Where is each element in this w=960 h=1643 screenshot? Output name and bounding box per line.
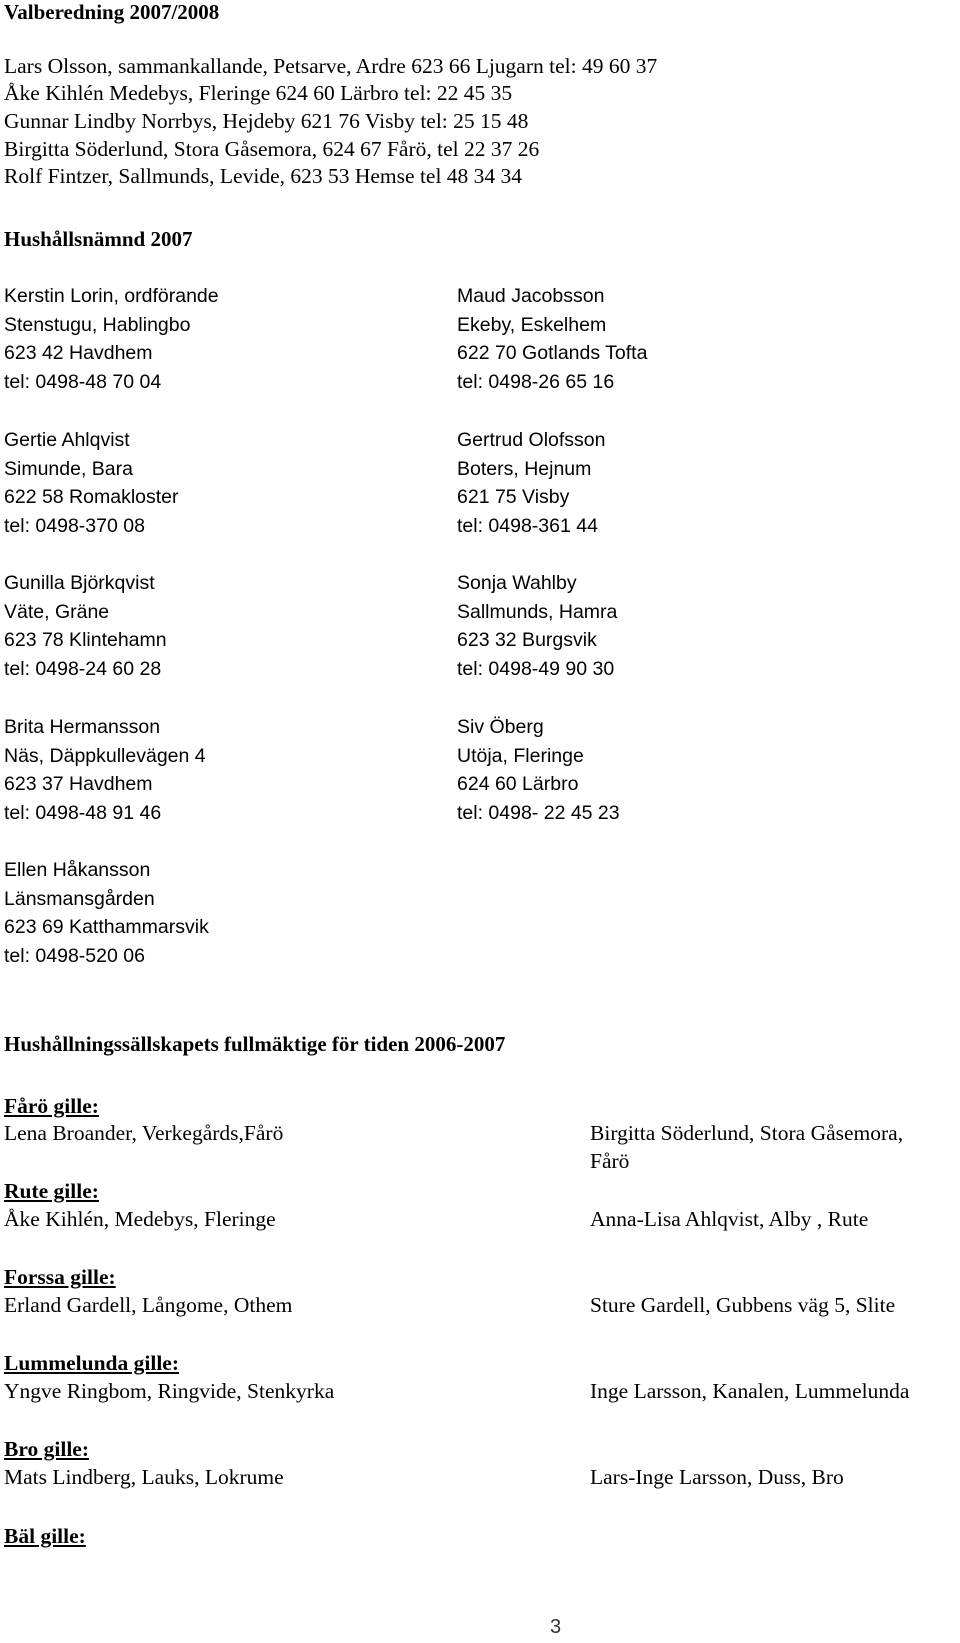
contact-block xyxy=(4,569,167,684)
valberedning-member: Lars Olsson, sammankallande, Petsarve, Ardre 623 66 Ljugarn tel: 49 60 37 xyxy=(4,54,658,78)
contact-phone: tel: 0498-520 06 xyxy=(4,945,145,968)
contact-block xyxy=(4,282,219,397)
contact-address: Simunde, Bara xyxy=(4,457,133,480)
contact-phone: tel: 0498-48 91 46 xyxy=(4,802,162,825)
contact-address: Näs, Däppkullevägen 4 xyxy=(4,744,206,767)
contact-name: Gertie Ahlqvist xyxy=(4,429,130,451)
contact-block xyxy=(457,426,605,541)
contact-block xyxy=(4,856,209,971)
contact-name: Siv Öberg xyxy=(457,716,544,738)
contact-name: Brita Hermansson xyxy=(4,716,161,738)
gille-title: Fårö gille: xyxy=(4,1094,99,1118)
contact-postal: 624 60 Lärbro xyxy=(457,773,579,796)
contact-name: Gertrud Olofsson xyxy=(457,429,606,451)
gille-member-left: Lena Broander, Verkegårds,Fårö xyxy=(4,1121,284,1145)
contact-postal: 621 75 Visby xyxy=(457,486,570,509)
contact-postal: 622 70 Gotlands Tofta xyxy=(457,342,648,365)
contact-postal: 623 42 Havdhem xyxy=(4,342,153,365)
contact-phone: tel: 0498-361 44 xyxy=(457,515,598,538)
contact-postal: 622 58 Romakloster xyxy=(4,486,179,509)
gille-member-left: Erland Gardell, Långome, Othem xyxy=(4,1293,293,1317)
fullmaktige-heading: Hushållningssällskapets fullmäktige för tiden 2006-2007 xyxy=(4,1032,506,1056)
valberedning-member: Gunnar Lindby Norrbys, Hejdeby 621 76 Visby tel: 25 15 48 xyxy=(4,109,529,133)
contact-name: Maud Jacobsson xyxy=(457,285,605,307)
hushallsnamnd-heading: Hushållsnämnd 2007 xyxy=(4,227,193,251)
contact-postal: 623 78 Klintehamn xyxy=(4,629,167,652)
contact-phone: tel: 0498-26 65 16 xyxy=(457,371,615,394)
contact-name: Sonja Wahlby xyxy=(457,572,577,594)
contact-block xyxy=(4,713,206,828)
contact-address: Länsmansgården xyxy=(4,887,155,910)
contact-postal: 623 32 Burgsvik xyxy=(457,629,597,652)
contact-block xyxy=(457,282,647,397)
contact-block xyxy=(4,426,179,541)
gille-member-left: Mats Lindberg, Lauks, Lokrume xyxy=(4,1465,284,1489)
valberedning-member: Rolf Fintzer, Sallmunds, Levide, 623 53 Hemse tel 48 34 34 xyxy=(4,164,523,188)
contact-postal: 623 37 Havdhem xyxy=(4,773,153,796)
contact-phone: tel: 0498-370 08 xyxy=(4,515,145,538)
contact-address: Väte, Gräne xyxy=(4,600,110,623)
valberedning-member: Åke Kihlén Medebys, Fleringe 624 60 Lärbro tel: 22 45 35 xyxy=(4,81,513,105)
contact-phone: tel: 0498-49 90 30 xyxy=(457,658,615,681)
gille-member-right: Sture Gardell, Gubbens väg 5, Slite xyxy=(590,1293,896,1317)
gille-member-right: Anna-Lisa Ahlqvist, Alby , Rute xyxy=(590,1207,869,1231)
contact-block xyxy=(457,569,617,684)
contact-address: Boters, Hejnum xyxy=(457,457,592,480)
contact-address: Utöja, Fleringe xyxy=(457,744,584,767)
contact-name: Gunilla Björkqvist xyxy=(4,572,155,594)
contact-block xyxy=(457,713,620,828)
valberedning-member: Birgitta Söderlund, Stora Gåsemora, 624 67 Fårö, tel 22 37 26 xyxy=(4,137,540,161)
gille-member-left: Åke Kihlén, Medebys, Fleringe xyxy=(4,1207,276,1231)
page-number: 3 xyxy=(550,1616,562,1638)
gille-title: Bro gille: xyxy=(4,1437,89,1461)
contact-phone: tel: 0498-48 70 04 xyxy=(4,371,162,394)
gille-member-right-cont: Fårö xyxy=(590,1149,630,1173)
gille-member-right: Lars-Inge Larsson, Duss, Bro xyxy=(590,1465,844,1489)
gille-title: Bäl gille: xyxy=(4,1524,86,1548)
gille-member-right: Inge Larsson, Kanalen, Lummelunda xyxy=(590,1379,910,1403)
contact-address: Stenstugu, Hablingbo xyxy=(4,313,191,336)
gille-title: Rute gille: xyxy=(4,1179,99,1203)
contact-name: Kerstin Lorin, ordförande xyxy=(4,285,219,307)
contact-phone: tel: 0498-24 60 28 xyxy=(4,658,162,681)
gille-member-right: Birgitta Söderlund, Stora Gåsemora, xyxy=(590,1121,904,1145)
contact-address: Ekeby, Eskelhem xyxy=(457,313,607,336)
gille-member-left: Yngve Ringbom, Ringvide, Stenkyrka xyxy=(4,1379,335,1403)
valberedning-heading: Valberedning 2007/2008 xyxy=(4,0,220,24)
gille-title: Lummelunda gille: xyxy=(4,1351,180,1375)
contact-address: Sallmunds, Hamra xyxy=(457,600,618,623)
contact-name: Ellen Håkansson xyxy=(4,859,151,881)
contact-phone: tel: 0498- 22 45 23 xyxy=(457,802,620,825)
gille-title: Forssa gille: xyxy=(4,1265,116,1289)
contact-postal: 623 69 Katthammarsvik xyxy=(4,916,209,939)
